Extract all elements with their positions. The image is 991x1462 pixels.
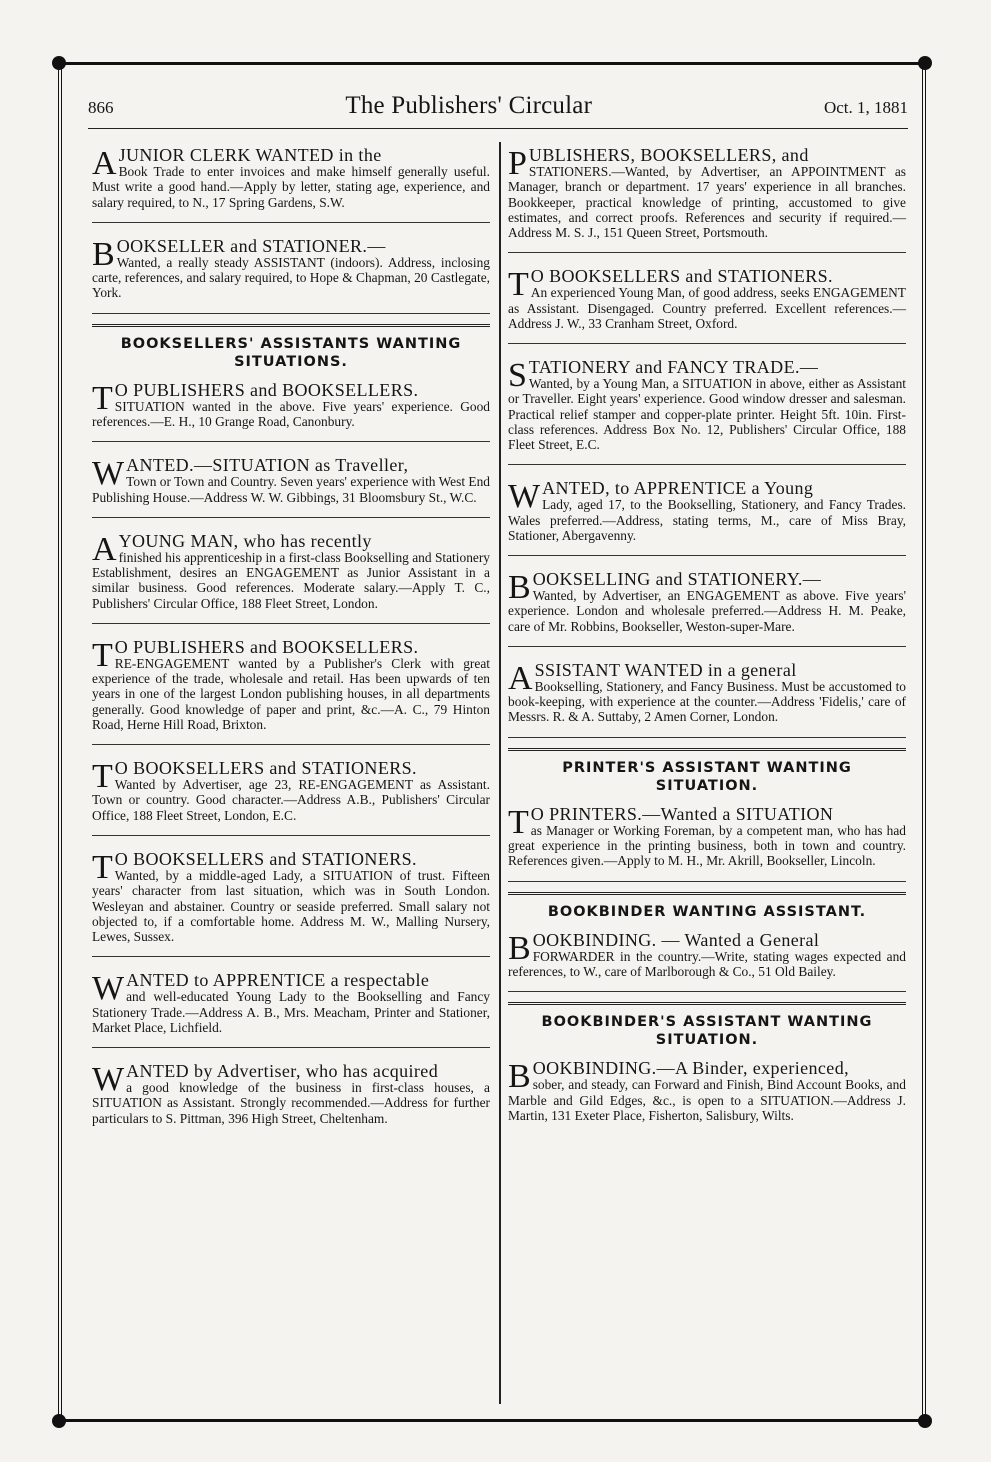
ad-heading: OOKSELLING and STATIONERY.— bbox=[532, 569, 822, 590]
classified-ad bbox=[92, 846, 490, 957]
right-column bbox=[508, 142, 906, 1145]
drop-initial: T bbox=[92, 636, 113, 674]
classified-ad bbox=[508, 927, 906, 993]
column-divider bbox=[499, 142, 501, 1404]
classified-ad bbox=[92, 634, 490, 745]
left-column bbox=[92, 142, 490, 1148]
ad-heading: OOKBINDING.—A Binder, experienced, bbox=[532, 1058, 849, 1079]
ad-body: finished his apprenticeship in a first-class Bookselling and Stationery Establishment, desires an ENGAGEMENT as Junior Assistant in a similar business. Good references. Moderate salary.—Apply T. C., Publishers' Circular Office, 188 Fleet Street, London. bbox=[92, 550, 490, 611]
ad-body: Lady, aged 17, to the Bookselling, Stationery, and Fancy Trades. Wales preferred.—Address, stating terms, M., care of Miss Bray, Stationer, Abergavenny. bbox=[508, 497, 906, 543]
ad-heading: O BOOKSELLERS and STATIONERS. bbox=[114, 758, 417, 779]
section-heading: PRINTER'S ASSISTANT WANTING SITUATION. bbox=[508, 748, 906, 801]
classified-ad bbox=[92, 452, 490, 518]
ad-heading: TATIONERY and FANCY TRADE.— bbox=[528, 357, 819, 378]
drop-initial: B bbox=[508, 1058, 531, 1096]
corner-ornament-icon bbox=[918, 56, 932, 70]
classified-ad bbox=[508, 657, 906, 738]
drop-initial: B bbox=[508, 569, 531, 607]
drop-initial: S bbox=[508, 357, 527, 395]
ad-heading: ANTED to APPRENTICE a respectable bbox=[126, 970, 430, 991]
ad-heading: OOKSELLER and STATIONER.— bbox=[116, 235, 386, 256]
journal-title: The Publishers' Circular bbox=[345, 92, 593, 119]
ad-body: RE-ENGAGEMENT wanted by a Publisher's Clerk with great experience of the trade, wholesale and retail. Has been upwards of ten years in one of the largest London publishing houses, in all departments generally. Good knowledge of paper and print, &c.—A. C., 79 Hinton Road, Herne Hill Road, Brixton. bbox=[92, 656, 490, 732]
header-rule bbox=[88, 128, 908, 129]
ad-heading: SSISTANT WANTED in a general bbox=[534, 659, 797, 680]
ad-heading: ANTED by Advertiser, who has acquired bbox=[126, 1060, 439, 1081]
corner-ornament-icon bbox=[918, 1414, 932, 1428]
issue-date: Oct. 1, 1881 bbox=[823, 98, 908, 117]
drop-initial: A bbox=[508, 659, 533, 697]
drop-initial: W bbox=[508, 478, 541, 516]
drop-initial: B bbox=[508, 929, 531, 967]
drop-initial: W bbox=[92, 455, 125, 493]
classified-ad bbox=[92, 528, 490, 624]
classified-ad bbox=[92, 967, 490, 1048]
drop-initial: T bbox=[92, 848, 113, 886]
ad-body: Wanted by Advertiser, age 23, RE-ENGAGEMENT as Assistant. Town or country. Good character.—Address A.B., Publishers' Circular Office, 188 Fleet Street, London, E.C. bbox=[92, 777, 490, 823]
ad-body: Wanted, by Advertiser, an ENGAGEMENT as above. Five years' experience. London and wholesale preferred.—Address H. M. Peake, care of Mr. Robbins, Bookseller, Weston-super-Mare. bbox=[508, 588, 906, 634]
ad-body: Wanted, a really steady ASSISTANT (indoors). Address, inclosing carte, references, and salary required, to Hope & Chapman, 20 Castlegate, York. bbox=[92, 255, 490, 301]
corner-ornament-icon bbox=[52, 1414, 66, 1428]
drop-initial: T bbox=[92, 379, 113, 417]
ad-heading: YOUNG MAN, who has recently bbox=[118, 530, 372, 551]
classified-ad bbox=[508, 801, 906, 882]
drop-initial: W bbox=[92, 1060, 125, 1098]
classified-ad bbox=[508, 263, 906, 344]
ad-body: Bookselling, Stationery, and Fancy Business. Must be accustomed to book-keeping, with experience at the counter.—Address 'Fidelis,' care of Messrs. R. & A. Suttaby, 2 Amen Corner, London. bbox=[508, 679, 906, 725]
ad-heading: O PUBLISHERS and BOOKSELLERS. bbox=[114, 636, 419, 657]
ad-body: FORWARDER in the country.—Write, stating wages expected and references, to W., care of Marlborough & Co., 51 Old Bailey. bbox=[508, 948, 906, 979]
drop-initial: A bbox=[92, 145, 117, 182]
ad-body: as Manager or Working Foreman, by a competent man, who has had great experience in the printing business, both in town and country. References given.—Apply to M. H., Mr. Akrill, Bookseller, Lincoln. bbox=[508, 822, 906, 869]
ad-heading: O BOOKSELLERS and STATIONERS. bbox=[530, 266, 833, 287]
classified-ad bbox=[508, 566, 906, 647]
drop-initial: W bbox=[92, 970, 125, 1008]
classified-ad bbox=[92, 1058, 490, 1138]
classified-ad bbox=[508, 354, 906, 465]
ad-body: a good knowledge of the business in first-class houses, a SITUATION as Assistant. Strongly recommended.—Address for further particulars to S. Pittman, 396 High Street, Cheltenham. bbox=[92, 1080, 490, 1126]
ad-body: SITUATION wanted in the above. Five years' experience. Good references.—E. H., 10 Grange Road, Canonbury. bbox=[92, 398, 490, 430]
ad-heading: JUNIOR CLERK WANTED in the bbox=[118, 145, 382, 165]
classified-ad bbox=[92, 233, 490, 314]
page-number: 866 bbox=[88, 98, 114, 117]
ad-body: Town or Town and Country. Seven years' experience with West End Publishing House.—Address W. W. Gibbings, 31 Bloomsbury St., W.C. bbox=[92, 474, 490, 505]
classified-ad bbox=[508, 1055, 906, 1135]
classified-ad bbox=[92, 755, 490, 836]
ad-heading: ANTED.—SITUATION as Traveller, bbox=[126, 455, 409, 476]
ad-body: An experienced Young Man, of good address, seeks ENGAGEMENT as Assistant. Disengaged. Country preferred. Excellent references.—Address J. W., 33 Cranham Street, Oxford. bbox=[508, 285, 906, 331]
drop-initial: T bbox=[508, 803, 529, 841]
ad-heading: OOKBINDING. — Wanted a General bbox=[532, 929, 820, 950]
drop-initial: B bbox=[92, 235, 115, 273]
classified-ad bbox=[508, 475, 906, 556]
ad-heading: O PUBLISHERS and BOOKSELLERS. bbox=[114, 379, 419, 400]
section-heading: BOOKBINDER'S ASSISTANT WANTING SITUATION. bbox=[508, 1002, 906, 1055]
ad-body: Wanted, by a middle-aged Lady, a SITUATION of trust. Fifteen years' character from last situation, which was in South London. Wesleyan and abstainer. Country or seaside preferred. Small salary not objected to, if a comfortable home. Address M. W., Malling Nursery, Lewes, Sussex. bbox=[92, 868, 490, 944]
section-heading: BOOKBINDER WANTING ASSISTANT. bbox=[508, 892, 906, 927]
drop-initial: P bbox=[508, 145, 527, 182]
ad-heading: O BOOKSELLERS and STATIONERS. bbox=[114, 848, 417, 869]
classified-ad bbox=[508, 142, 906, 253]
ad-heading: ANTED, to APPRENTICE a Young bbox=[542, 478, 814, 499]
ad-body: sober, and steady, can Forward and Finish, Bind Account Books, and Marble and Gild Edges, &c., is open to a SITUATION.—Address J. Martin, 131 Exeter Place, Fisherton, Salisbury, Wilts. bbox=[508, 1077, 906, 1123]
ad-body: and well-educated Young Lady to the Bookselling and Fancy Stationery Trade.—Address A. B., Mrs. Meacham, Printer and Stationer, Market Place, Lichfield. bbox=[92, 989, 490, 1035]
classified-ad bbox=[92, 377, 490, 443]
section-heading: BOOKSELLERS' ASSISTANTS WANTING SITUATIONS. bbox=[92, 324, 490, 377]
ad-heading: UBLISHERS, BOOKSELLERS, and bbox=[528, 145, 809, 165]
ad-heading: O PRINTERS.—Wanted a SITUATION bbox=[530, 803, 834, 824]
corner-ornament-icon bbox=[52, 56, 66, 70]
page-header bbox=[88, 92, 908, 126]
drop-initial: A bbox=[92, 530, 117, 568]
ad-body: Book Trade to enter invoices and make himself generally useful. Must write a good hand.—Apply by letter, stating age, experience, and salary required, to N., 17 Spring Gardens, S.W. bbox=[92, 164, 490, 210]
ad-body: STATIONERS.—Wanted, by Advertiser, an APPOINTMENT as Manager, branch or department. 17 years' experience in all branches. Bookkeeper, practical knowledge of printing, accustomed to give estimates, and correct proofs. References and security if required.—Address M. S. J., 151 Queen Street, Portsmouth. bbox=[508, 164, 906, 241]
drop-initial: T bbox=[508, 266, 529, 304]
classified-ad bbox=[92, 142, 490, 223]
drop-initial: T bbox=[92, 758, 113, 796]
ad-body: Wanted, by a Young Man, a SITUATION in above, either as Assistant or Traveller. Eight years' experience. Good window dresser and salesman. Practical relief stamper and copper-plate printer. Height 5ft. 10in. First-class references. Address Box No. 12, Publishers' Circular Office, 188 Fleet Street, E.C. bbox=[508, 376, 906, 453]
